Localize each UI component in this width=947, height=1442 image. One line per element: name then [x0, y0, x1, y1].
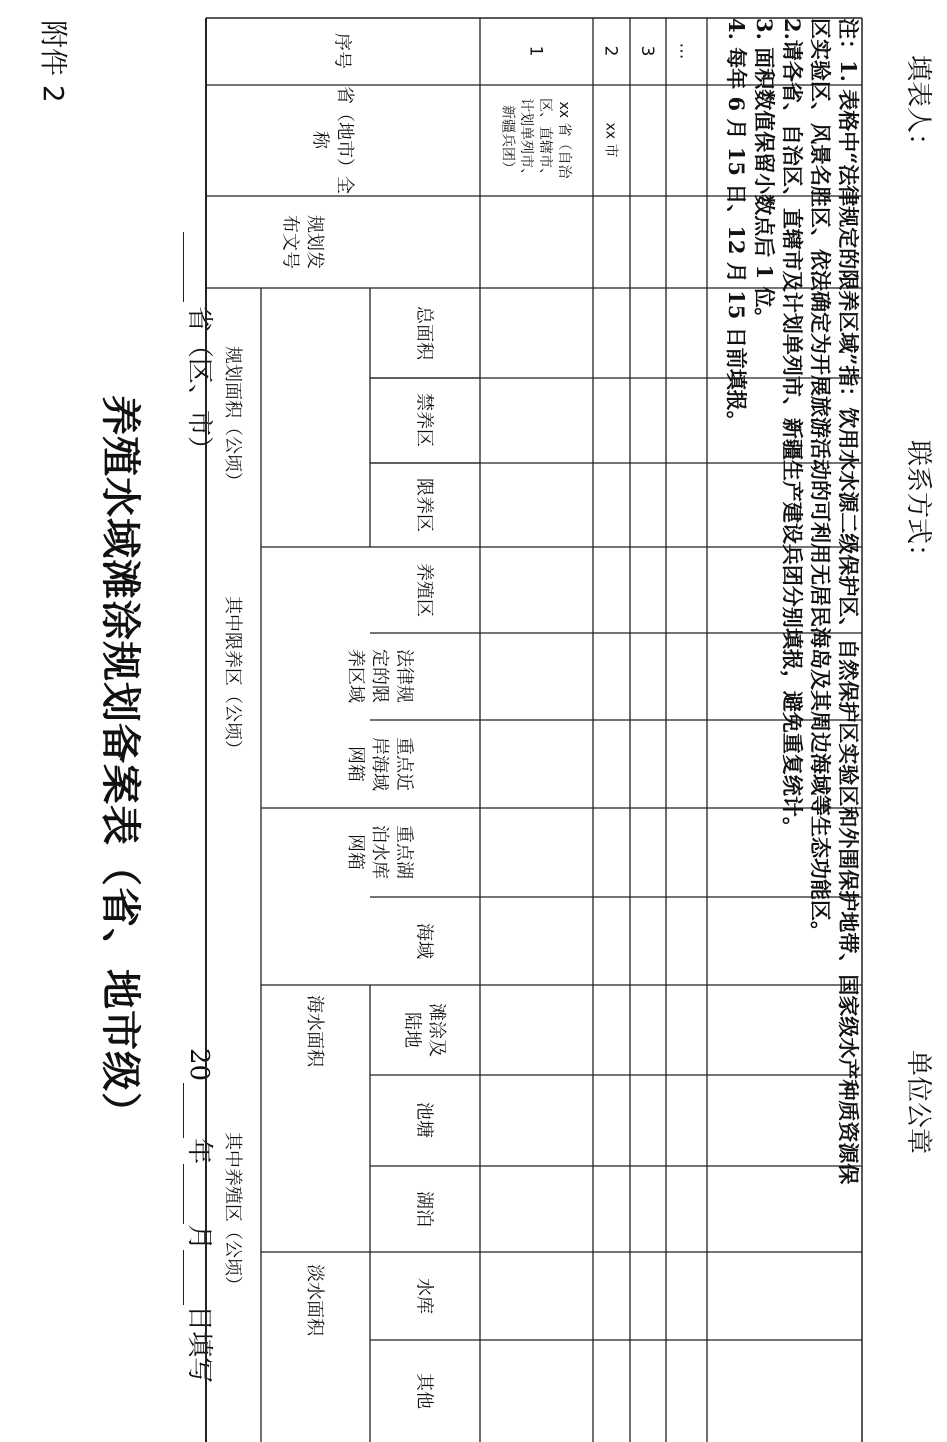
- header-sea-col: 滩涂及陆地: [401, 1003, 447, 1057]
- note-line: 2.请各省、自治区、直辖市及计划单列市、新疆生产建设兵团分别填报，避免重复统计。: [780, 18, 805, 838]
- contact-label: 联系方式：: [903, 440, 933, 571]
- row-seq: …: [675, 42, 696, 60]
- region-suffix: 省（区、市）: [184, 306, 214, 463]
- filler-label: 填表人：: [903, 55, 933, 160]
- header-breed-group: 其中养殖区（公顷）: [222, 1132, 244, 1294]
- header-sea-col: 海域: [413, 923, 435, 959]
- header-plan-group: 规划面积（公顷）: [222, 346, 244, 490]
- row-name: xx 省（自治区、直辖市、计划单列市、新疆兵团）: [499, 98, 572, 182]
- date-year: 年: [184, 1138, 214, 1165]
- header-plan-col: 养殖区: [413, 563, 435, 617]
- date-month: 月: [184, 1224, 214, 1251]
- row-seq: 3: [637, 45, 658, 57]
- date-day: 日填写: [184, 1305, 214, 1384]
- note-line: 区实验区、风景名胜区、依法确定为开展旅游活动的可利用无居民海岛及其周边海域等生态功能区。: [808, 18, 833, 942]
- row-seq: 1: [525, 45, 546, 57]
- header-doc: 规划发布文号: [279, 215, 325, 269]
- header-fresh-col: 池塘: [413, 1102, 435, 1138]
- row-name: xx 市: [602, 122, 619, 158]
- header-plan-col: 限养区: [413, 478, 435, 532]
- header-fresh-col: 水库: [413, 1278, 435, 1314]
- header-fresh-group: 淡水面积: [304, 1264, 326, 1336]
- page-title: 养殖水域滩涂规划备案表（省、地市级）: [97, 395, 144, 1133]
- header-limit-col: 重点近岸海域网箱: [344, 737, 415, 791]
- header-limit-col: 法律规定的限养区域: [344, 649, 415, 703]
- header-seq: 序号: [331, 33, 353, 69]
- seal-label: 单位公章: [903, 1050, 933, 1155]
- header-plan-col: 总面积: [413, 306, 435, 360]
- header-fresh-col: 湖泊: [413, 1191, 435, 1227]
- notes-block: [722, 18, 862, 1438]
- header-fresh-col: 其他: [413, 1373, 435, 1409]
- row-seq: 2: [600, 45, 621, 57]
- note-line: 注：1. 表格中“法律规定的限养区域”指：饮用水水源二级保护区、自然保护区实验区和外围保护地带、国家级水产种质资源保: [836, 18, 861, 1185]
- header-plan-col: 禁养区: [413, 393, 435, 447]
- header-name: 省（地市）全称: [309, 86, 355, 194]
- header-limit-col: 重点湖泊水库网箱: [344, 825, 415, 879]
- header-limit-group: 其中限养区（公顷）: [222, 596, 244, 758]
- date-prefix: 20: [184, 1048, 214, 1082]
- note-line: 3. 面积数值保留小数点后 1 位。: [752, 18, 777, 329]
- attachment-label: 附件 2: [37, 20, 70, 103]
- header-sea-group: 海水面积: [304, 995, 326, 1067]
- note-line: 4. 每年 6 月 15 日、12 月 15 日前填报。: [724, 18, 749, 432]
